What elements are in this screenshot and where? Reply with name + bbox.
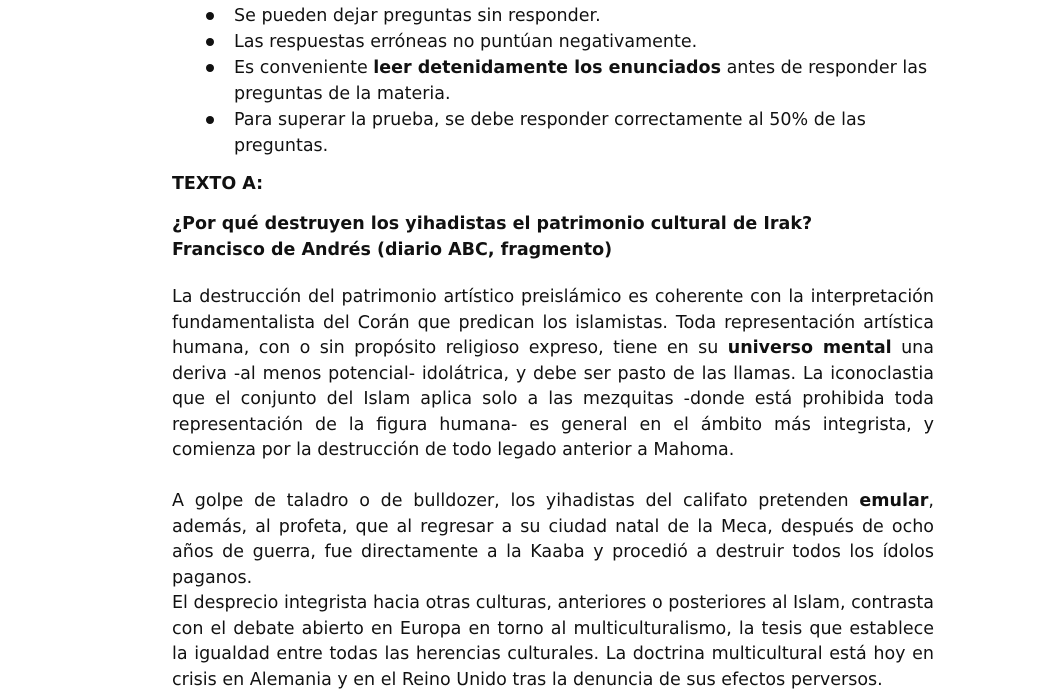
paragraph-text-before: A golpe de taladro o de bulldozer, los yihadistas del califato pretenden xyxy=(172,491,860,511)
bullet-icon xyxy=(206,12,214,20)
list-item xyxy=(206,3,946,29)
paragraph-text-before: La destrucción del patrimonio artístico preislámico es coherente con la interpretación fundamentalista del Corán que predican los islamistas. Toda representación artística humana, con o sin propósito religioso expreso, tiene en su xyxy=(172,287,934,358)
paragraph-text-bold: universo mental xyxy=(727,338,892,358)
paragraph-text-after: una deriva -al menos potencial- idolátrica, y debe ser pasto de las llamas. La iconoclastia que el conjunto del Islam aplica solo a las mezquitas -donde está prohibida toda representación de la figura humana- es general en el ámbito más integrista, y comienza por la destrucción de todo legado anterior a Mahoma. xyxy=(172,338,934,460)
bullet-icon xyxy=(206,38,214,46)
paragraph-text-bold: emular xyxy=(859,491,929,511)
article-heading xyxy=(172,211,812,263)
list-item-text: Para superar la prueba, se debe responder correctamente al 50% de las preguntas. xyxy=(234,110,866,156)
section-label: TEXTO A: xyxy=(172,174,264,194)
list-item xyxy=(206,29,946,55)
article-paragraph-2 xyxy=(172,489,934,591)
list-item xyxy=(206,107,946,159)
list-item-text-after: antes de responder las preguntas de la materia. xyxy=(234,58,928,104)
list-item-text: Se pueden dejar preguntas sin responder. xyxy=(234,6,601,26)
bullet-icon xyxy=(206,64,214,72)
instructions-list xyxy=(206,3,946,159)
bullet-icon xyxy=(206,116,214,124)
list-item-text: Las respuestas erróneas no puntúan negativamente. xyxy=(234,32,698,52)
article-paragraph-1 xyxy=(172,285,934,464)
article-title: ¿Por qué destruyen los yihadistas el patrimonio cultural de Irak? xyxy=(172,214,813,234)
paragraph-text-after: , además, al profeta, que al regresar a su ciudad natal de la Meca, después de ocho años de guerra, fue directamente a la Kaaba y procedió a destruir todos los ídolos paganos. xyxy=(172,491,934,588)
article-byline: Francisco de Andrés (diario ABC, fragmento) xyxy=(172,240,613,260)
list-item-text-before: Es conveniente xyxy=(234,58,374,78)
article-paragraph-3: El desprecio integrista hacia otras culturas, anteriores o posteriores al Islam, contrasta con el debate abierto en Europa en torno al multiculturalismo, la tesis que establece la igualdad entre todas las herencias culturales. La doctrina multicultural está hoy en crisis en Alemania y en el Reino Unido tras la denuncia de sus efectos perversos. xyxy=(172,593,934,690)
list-item-text-bold: leer detenidamente los enunciados xyxy=(373,58,721,78)
list-item xyxy=(206,55,946,107)
